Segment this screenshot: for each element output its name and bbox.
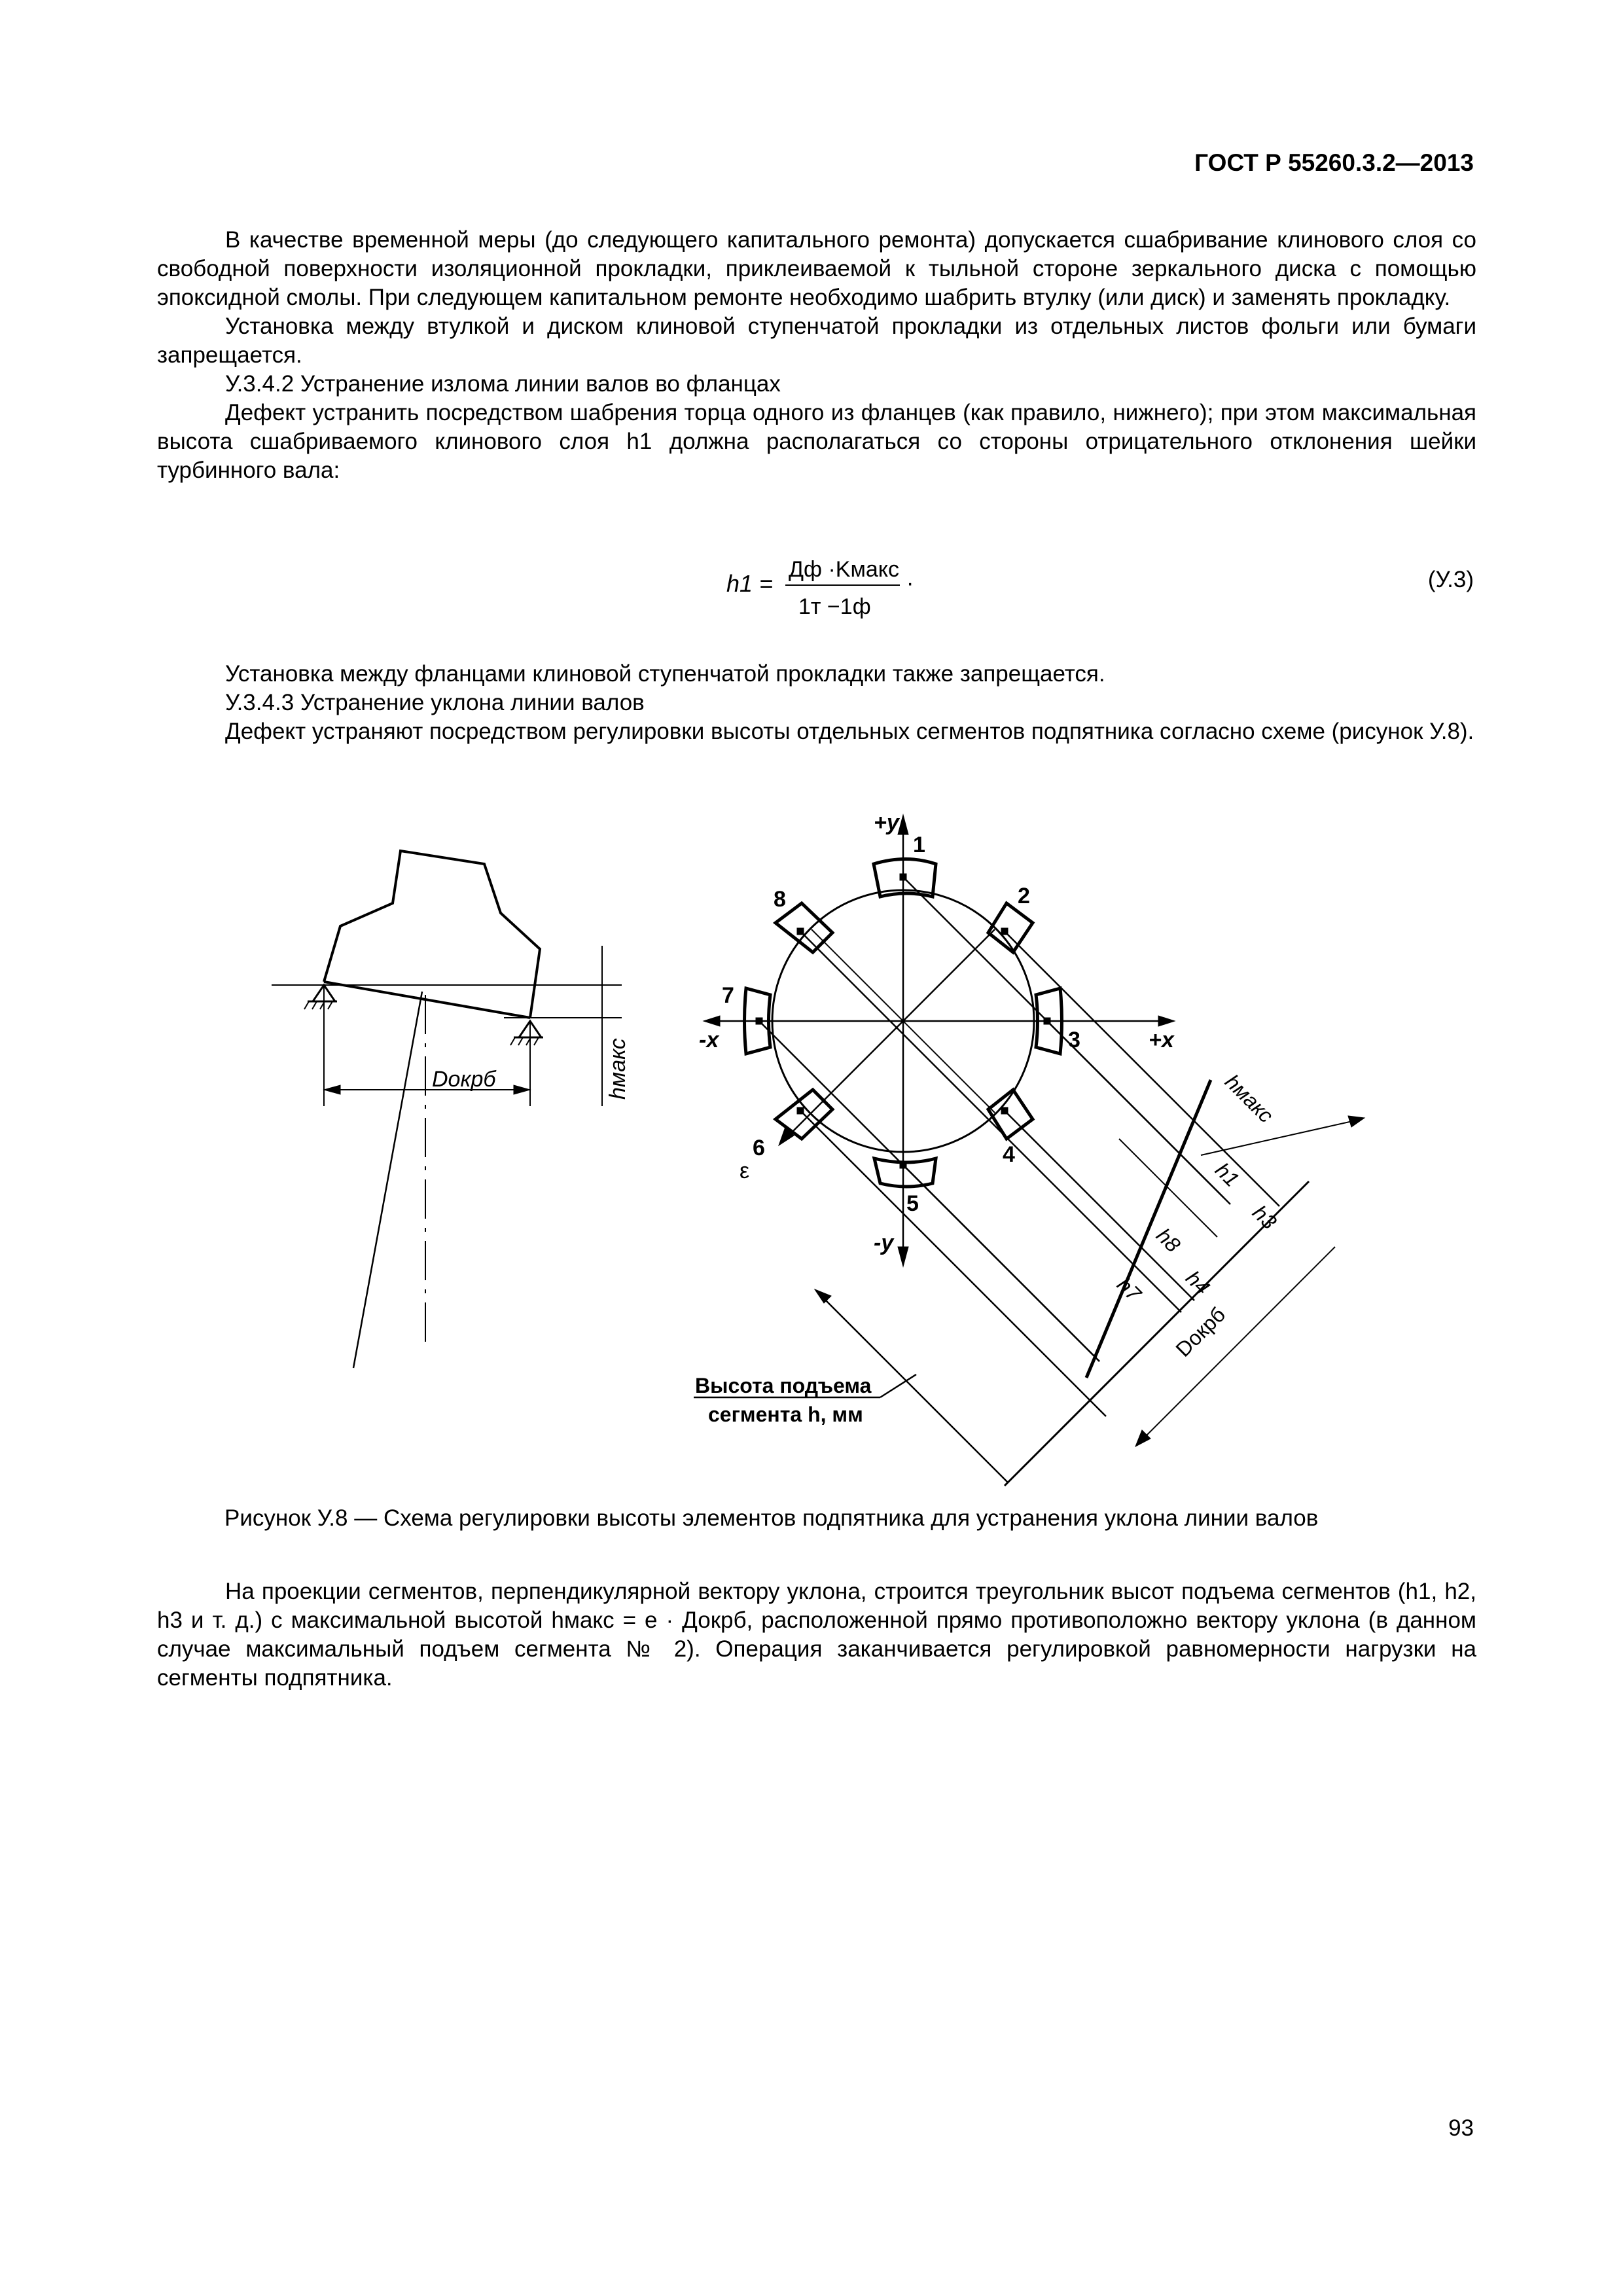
segment-7-label: 7 [722,983,734,1008]
formula-numerator: Дф ·Kмакс [789,557,899,582]
figure-caption: Рисунок У.8 — Схема регулировки высоты элементов подпятника для устранения уклона линии валов [224,1505,1319,1531]
bottom-text [157,1577,1476,1693]
paragraph: Установка между втулкой и диском клиновой ступенчатой прокладки из отдельных листов фольги или бумаги запрещается. [157,314,1476,368]
axis-minus-x: -x [699,1028,719,1052]
h-max-diagram-label: hмакс [1221,1069,1278,1128]
paragraph: В качестве временной меры (до следующего капитального ремонта) допускается сшабривание клинового слоя со свободной поверхности изоляционной прокладки, приклеиваемой к тыльной стороне зеркального диска с помощью эпоксидной смолы. При следующем капитальном ремонте необходимо шабрить втулку (или диск) и заменять прокладку. [157,227,1476,310]
paragraph: Дефект устранить посредством шабрения торца одного из фланцев (как правило, нижнего); при этом максимальная высота сшабриваемого клинового слоя h1 должна располагаться со стороны отрицательного отклонения шейки турбинного вала: [157,400,1476,483]
segment-2-label: 2 [1018,884,1030,908]
h1-label: h1 [1211,1158,1244,1192]
paragraph: Установка между фланцами клиновой ступенчатой прокладки также запрещается. [225,661,1105,687]
axis-plus-y: +y [874,810,899,835]
top-text [157,226,1476,485]
axis-minus-y: -y [874,1230,894,1255]
legend-line-1: Высота подъема [695,1374,872,1397]
h3-label: h3 [1248,1200,1281,1234]
shaft-profile-drawing [272,851,622,1368]
section-heading: У.3.4.3 Устранение уклона линии валов [225,690,645,715]
d-okrb-diagram-label: Dокрб [1171,1302,1230,1361]
formula-denominator: 1т −1ф [798,594,871,619]
epsilon-label: ε [740,1158,750,1183]
segment-3-label: 3 [1068,1028,1080,1052]
formula-number: (У.3) [1427,567,1474,592]
segment-5-label: 5 [906,1191,919,1216]
page-number: 93 [1448,2115,1474,2141]
figure-u8 [0,785,1623,1505]
segment-6-label: 6 [753,1136,765,1160]
paragraph: На проекции сегментов, перпендикулярной вектору уклона, строится треугольник высот подъема сегментов (h1, h2, h3 и т. д.) с максимальной высотой hмакс = e · Докрб, расположенной прямо противоположно вектору уклона (в данном случае максимальный подъем сегмента № 2). Операция заканчивается регулировкой равномерности нагрузки на сегменты подпятника. [157,1579,1476,1691]
d-okrb-label: Dокрб [432,1067,496,1092]
h-max-label: hмакс [605,1038,630,1100]
formula [720,541,982,632]
segment-1-label: 1 [913,833,925,857]
document-code: ГОСТ Р 55260.3.2—2013 [1194,149,1474,176]
section-heading: У.3.4.2 Устранение излома линии валов во фланцах [225,371,781,397]
h7-label: h7 [1113,1272,1146,1306]
legend-line-2: сегмента h, мм [708,1403,863,1426]
mid-text [157,660,1476,746]
segment-4-label: 4 [1003,1142,1015,1167]
paragraph: Дефект устраняют посредством регулировки высоты отдельных сегментов подпятника согласно схеме (рисунок У.8). [225,719,1474,744]
h8-label: h8 [1152,1223,1185,1257]
axis-plus-x: +x [1149,1028,1174,1052]
h4-label: h4 [1181,1266,1215,1300]
formula-lhs: h1 = [726,570,774,597]
segment-8-label: 8 [774,887,786,912]
formula-dot: · [906,571,914,596]
